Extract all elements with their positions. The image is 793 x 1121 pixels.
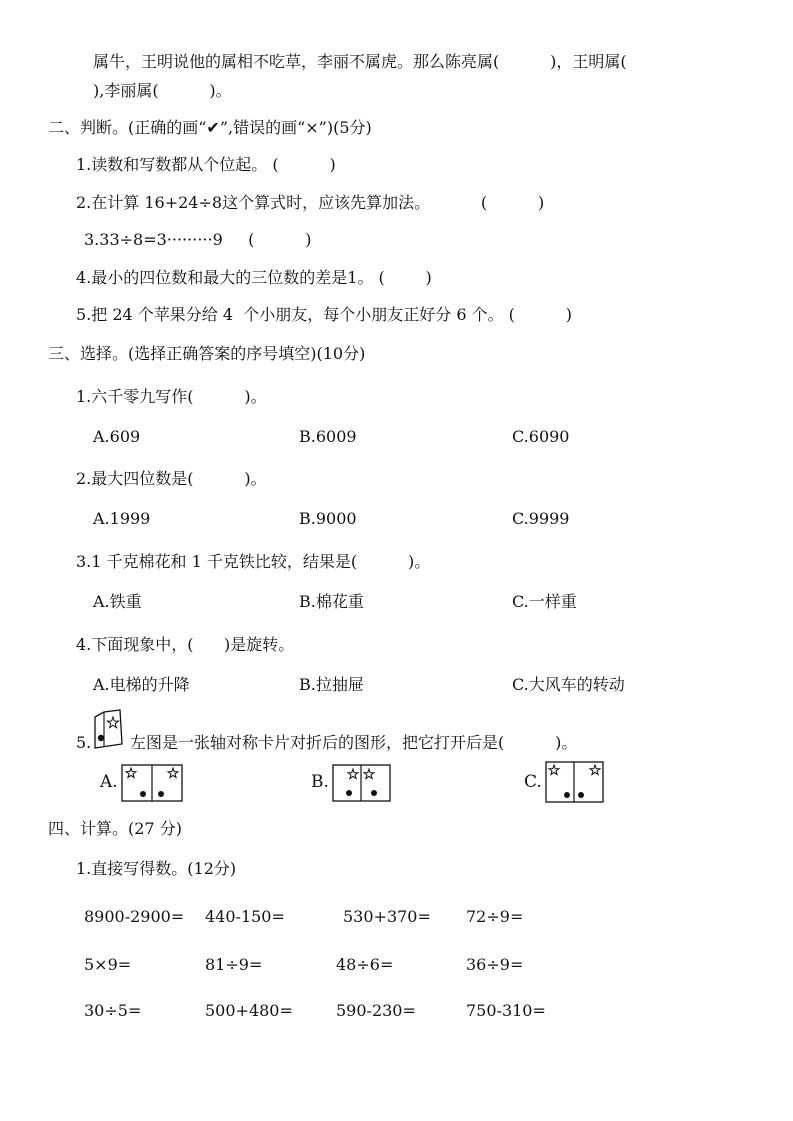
calc-r1-c2: 440-150= xyxy=(205,907,285,926)
choice-question-1: 1.六千零九写作( )。 xyxy=(76,387,267,406)
calc-r1-c4: 72÷9= xyxy=(466,907,524,926)
choice-question-5-text: 左图是一张轴对称卡片对折后的图形，把它打开后是( )。 xyxy=(130,733,578,752)
choice-5-option-b-label: B. xyxy=(311,772,329,792)
calc-r2-c1: 5×9= xyxy=(84,955,132,974)
choice-3-option-c: C.一样重 xyxy=(512,592,577,611)
choice-5-option-a-card xyxy=(121,764,183,802)
calc-r1-c1: 8900-2900= xyxy=(84,907,185,926)
calc-r2-c3: 48÷6= xyxy=(336,955,394,974)
calc-r2-c2: 81÷9= xyxy=(205,955,263,974)
choice-4-option-b: B.拉抽屉 xyxy=(299,675,364,694)
choice-1-option-a: A.609 xyxy=(93,427,141,446)
calc-r3-c2: 500+480= xyxy=(205,1001,293,1020)
choice-4-option-c: C.大风车的转动 xyxy=(512,675,625,694)
dot-icon xyxy=(371,790,377,796)
dot-icon xyxy=(578,792,584,798)
calc-r1-c3: 530+370= xyxy=(343,907,431,926)
choice-3-option-a: A.铁重 xyxy=(93,592,142,611)
intro-line-2: ),李丽属( )。 xyxy=(93,81,232,100)
dot-icon xyxy=(564,792,570,798)
dot-icon xyxy=(158,791,164,797)
intro-line-1: 属牛，王明说他的属相不吃草，李丽不属虎。那么陈亮属( )，王明属( xyxy=(93,52,627,71)
section2-heading: 二、判断。(正确的画“✔”,错误的画“×”)(5分) xyxy=(48,118,372,137)
section4-sub1: 1.直接写得数。(12分) xyxy=(76,859,237,878)
choice-question-2: 2.最大四位数是( )。 xyxy=(76,469,267,488)
choice-5-option-b-card xyxy=(332,764,392,802)
choice-2-option-c: C.9999 xyxy=(512,509,570,528)
choice-question-4: 4.下面现象中，( )是旋转。 xyxy=(76,635,295,654)
dot-icon xyxy=(98,735,104,741)
choice-5-option-a-label: A. xyxy=(100,772,118,792)
judge-item-5: 5.把 24 个苹果分给 4 个小朋友，每个小朋友正好分 6 个。 ( ) xyxy=(76,305,573,324)
judge-item-4: 4.最小的四位数和最大的三位数的差是1。 ( ) xyxy=(76,268,432,287)
choice-question-5-number: 5. xyxy=(76,733,92,752)
calc-r3-c4: 750-310= xyxy=(466,1001,546,1020)
dot-icon xyxy=(140,791,146,797)
choice-1-option-c: C.6090 xyxy=(512,427,570,446)
section4-heading: 四、计算。(27 分) xyxy=(48,819,182,838)
choice-3-option-b: B.棉花重 xyxy=(299,592,364,611)
choice-1-option-b: B.6009 xyxy=(299,427,357,446)
calc-r3-c3: 590-230= xyxy=(336,1001,416,1020)
folded-card-figure xyxy=(92,708,128,750)
judge-item-3: 3.33÷8=3·········9 ( ) xyxy=(84,230,312,249)
calc-r3-c1: 30÷5= xyxy=(84,1001,142,1020)
judge-item-1: 1.读数和写数都从个位起。 ( ) xyxy=(76,155,336,174)
choice-question-3: 3.1 千克棉花和 1 千克铁比较，结果是( )。 xyxy=(76,552,431,571)
choice-5-option-c-label: C. xyxy=(524,772,542,792)
section3-heading: 三、选择。(选择正确答案的序号填空)(10分) xyxy=(48,344,366,363)
dot-icon xyxy=(346,790,352,796)
judge-item-2: 2.在计算 16+24÷8这个算式时，应该先算加法。 ( ) xyxy=(76,193,545,212)
choice-4-option-a: A.电梯的升降 xyxy=(93,675,190,694)
calc-r2-c4: 36÷9= xyxy=(466,955,524,974)
choice-2-option-a: A.1999 xyxy=(93,509,151,528)
choice-2-option-b: B.9000 xyxy=(299,509,357,528)
choice-5-option-c-card xyxy=(545,761,605,803)
